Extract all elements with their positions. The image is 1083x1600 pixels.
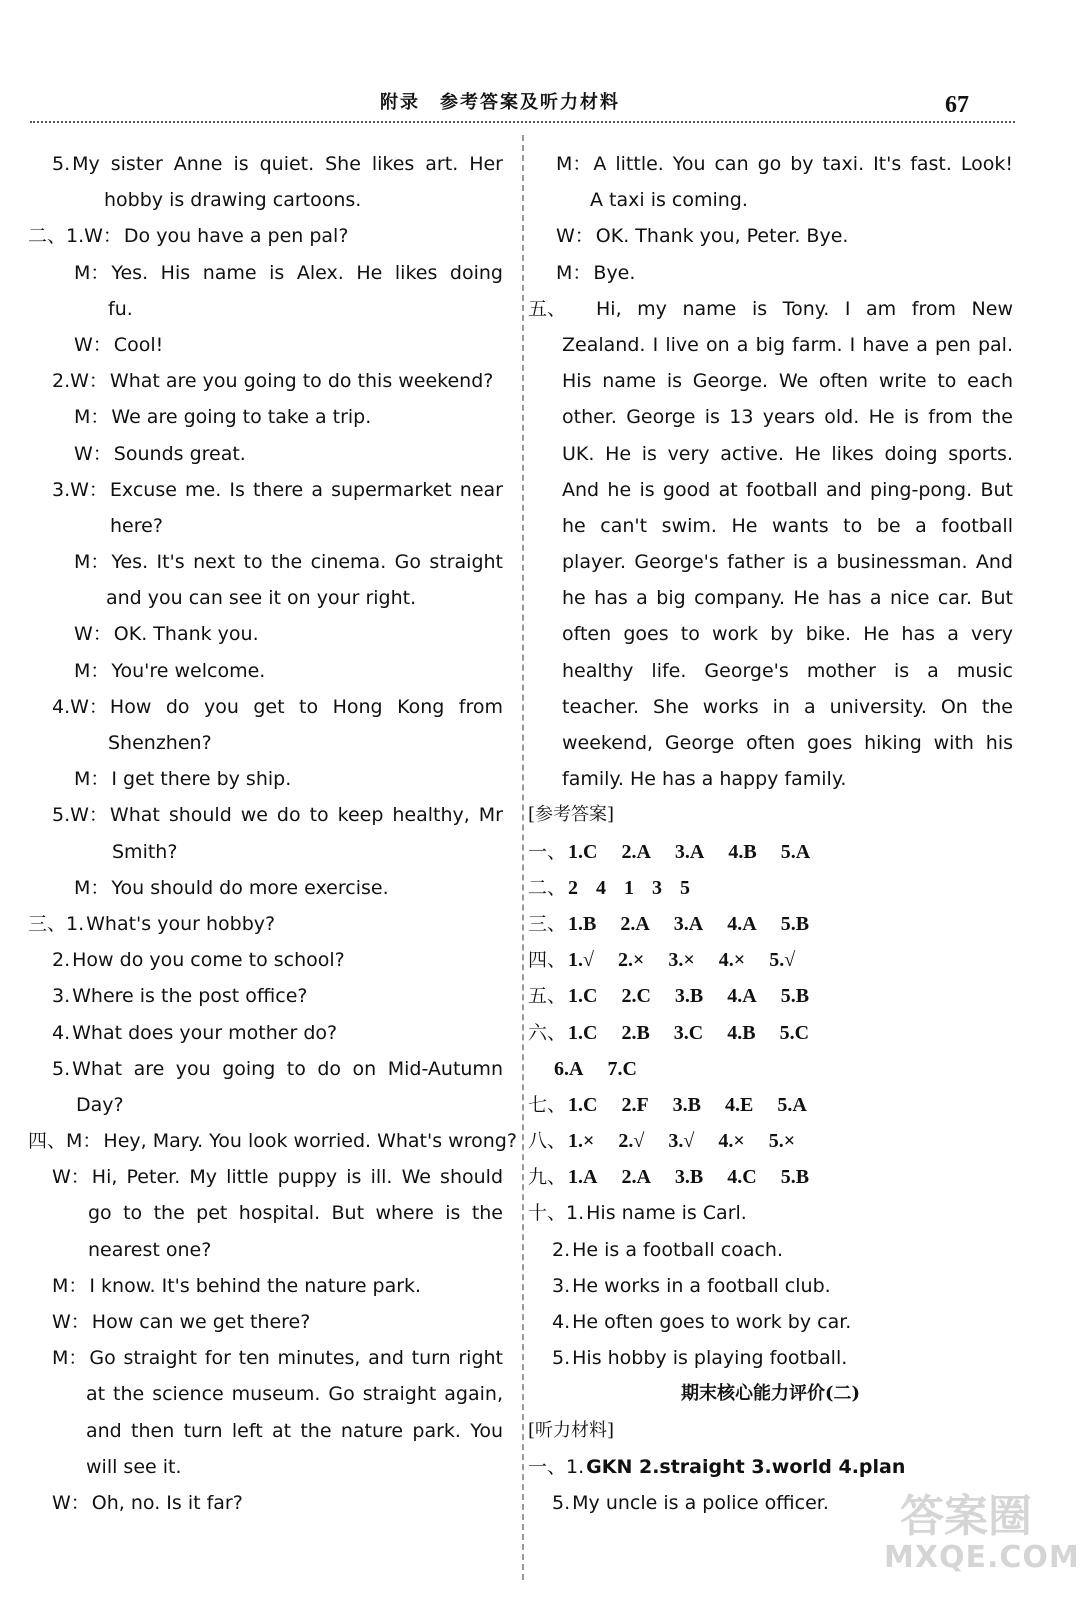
text-line xyxy=(28,1485,503,1521)
text-line xyxy=(28,327,503,363)
line-label: 4. xyxy=(552,1311,571,1333)
answer-row xyxy=(528,870,1013,906)
answer-item: 5.A xyxy=(777,1093,807,1116)
answer-item: 3.C xyxy=(673,1021,704,1044)
text-line xyxy=(28,363,503,399)
answer-item: 3.B xyxy=(674,1166,704,1189)
section-bracket-label: [听力材料] xyxy=(528,1419,615,1441)
line-label: M： xyxy=(52,1274,88,1297)
line-text: player. George's father is a businessman. And xyxy=(562,551,1013,574)
line-text: Smith? xyxy=(112,840,178,863)
text-line xyxy=(28,761,503,797)
line-text: Where is the post office? xyxy=(72,985,308,1008)
text-line xyxy=(28,1232,503,1268)
line-label: 3.W： xyxy=(52,478,108,501)
answer-row xyxy=(528,1015,1013,1051)
answer-item: 3.A xyxy=(673,912,704,935)
line-label: W： xyxy=(52,1491,90,1514)
text-line xyxy=(28,508,503,544)
line-text: What are you going to do this weekend? xyxy=(109,370,494,393)
answer-item: 4 xyxy=(596,876,606,899)
answer-row-label: 六、 xyxy=(528,1021,567,1044)
answer-item: 1.C xyxy=(568,985,598,1008)
text-line xyxy=(528,255,1013,291)
line-text: GKN 2.straight 3.world 4.plan xyxy=(586,1455,906,1478)
page-header xyxy=(0,0,1083,125)
answer-item: 5.√ xyxy=(769,949,796,972)
answer-row xyxy=(528,906,1013,942)
text-line xyxy=(28,942,503,978)
answer-item: 5 xyxy=(680,876,690,899)
line-text: And he is good at football and ping-pong. But xyxy=(562,478,1013,501)
answer-item: 4.A xyxy=(727,985,757,1008)
line-text: How do you get to Hong Kong from xyxy=(109,695,503,718)
answer-item: 1.C xyxy=(568,1021,598,1044)
answer-item: 2.× xyxy=(617,949,645,972)
line-label: M： xyxy=(74,406,110,429)
text-line xyxy=(528,544,1013,580)
answer-item: 3.B xyxy=(672,1093,702,1116)
text-line xyxy=(28,906,503,942)
line-text: fu. xyxy=(108,297,133,320)
line-text: His hobby is playing football. xyxy=(572,1347,848,1370)
line-label: 三、1. xyxy=(28,912,85,935)
line-text: Cool! xyxy=(113,333,164,356)
line-label: 4.W： xyxy=(52,695,108,718)
answer-row-label: 一、 xyxy=(528,840,567,863)
answer-row xyxy=(528,834,1013,870)
text-line xyxy=(28,1304,503,1340)
column-divider xyxy=(522,135,524,1580)
section-bracket-label: [参考答案] xyxy=(528,804,615,826)
line-label: 二、1.W： xyxy=(28,225,122,248)
line-label: 4. xyxy=(52,1021,71,1044)
text-line xyxy=(28,797,503,833)
left-column xyxy=(28,146,517,1521)
text-line xyxy=(28,472,503,508)
text-line xyxy=(28,1015,503,1051)
line-text: he has a big company. He has a nice car. But xyxy=(562,587,1013,610)
answer-item: 2 xyxy=(568,876,578,899)
answer-item: 4.A xyxy=(727,912,757,935)
line-text: will see it. xyxy=(86,1455,182,1478)
right-column xyxy=(528,146,1013,1521)
answer-item: 2.F xyxy=(621,1093,649,1116)
line-text: My sister Anne is quiet. She likes art. Her xyxy=(72,153,503,175)
answer-item: 5.B xyxy=(780,912,810,935)
answer-item: 3.√ xyxy=(668,1130,695,1153)
line-text: How do you come to school? xyxy=(72,949,345,972)
text-line xyxy=(28,1123,517,1159)
line-text: What does your mother do? xyxy=(72,1021,338,1044)
line-label: W： xyxy=(556,225,594,248)
line-text: often goes to work by bike. He has a very xyxy=(562,623,1013,646)
line-label: 5. xyxy=(552,1491,571,1514)
answer-item: 1.C xyxy=(568,840,598,863)
text-line xyxy=(28,1449,503,1485)
text-line xyxy=(28,1195,503,1231)
line-text: here? xyxy=(110,514,163,537)
answer-item: 1.A xyxy=(568,1166,598,1189)
line-text: Day? xyxy=(76,1093,124,1116)
text-line xyxy=(28,1268,503,1304)
answer-item: 4.× xyxy=(718,949,746,972)
line-text: hobby is drawing cartoons. xyxy=(104,189,362,212)
watermark-url: MXQE.COM xyxy=(884,1540,1080,1575)
line-label: 四、M： xyxy=(28,1130,102,1153)
answer-row-label: 七、 xyxy=(528,1093,567,1116)
text-line xyxy=(28,870,503,906)
line-label: W： xyxy=(74,623,112,646)
line-label: 5.W： xyxy=(52,804,108,827)
line-text: His name is George. We often write to each xyxy=(562,370,1013,393)
answer-item: 6.A xyxy=(554,1057,584,1080)
header-title: 附录 参考答案及听力材料 xyxy=(380,92,620,113)
text-line xyxy=(528,725,1013,761)
line-label: M： xyxy=(556,153,592,175)
line-text: family. He has a happy family. xyxy=(562,768,847,791)
text-line xyxy=(28,978,503,1014)
answer-item: 2.C xyxy=(621,985,651,1008)
line-text: Do you have a pen pal? xyxy=(123,225,349,248)
text-line xyxy=(28,689,503,725)
page-number: 67 xyxy=(945,92,969,118)
answer-item: 1.B xyxy=(568,912,597,935)
line-label: M： xyxy=(74,551,110,574)
text-line xyxy=(528,218,1013,254)
answer-item: 4.C xyxy=(727,1166,757,1189)
line-text: I know. It's behind the nature park. xyxy=(89,1274,422,1297)
text-line xyxy=(28,436,503,472)
text-line xyxy=(528,363,1013,399)
line-label: 3. xyxy=(52,985,71,1008)
answer-item: 2.√ xyxy=(618,1130,645,1153)
line-text: he can't swim. He wants to be a football xyxy=(562,514,1013,537)
text-line xyxy=(528,1304,1013,1340)
answer-item: 5.B xyxy=(780,1166,810,1189)
answer-item: 2.A xyxy=(621,840,651,863)
answer-item: 4.E xyxy=(725,1093,754,1116)
text-line xyxy=(528,580,1013,616)
text-line xyxy=(528,182,1013,218)
answer-row-label: 四、 xyxy=(528,949,567,972)
answer-item: 5.A xyxy=(780,840,811,863)
line-text: Go straight for ten minutes, and turn right xyxy=(89,1347,503,1370)
line-text: Yes. His name is Alex. He likes doing xyxy=(111,261,503,284)
answer-row xyxy=(528,1051,1013,1087)
line-text: I get there by ship. xyxy=(111,768,292,791)
line-text: Hi, Peter. My little puppy is ill. We should xyxy=(91,1166,503,1189)
line-text: His name is Carl. xyxy=(586,1202,747,1225)
text-line xyxy=(528,327,1013,363)
line-text: You should do more exercise. xyxy=(111,876,389,899)
line-label: 5. xyxy=(52,1057,71,1080)
line-text: A taxi is coming. xyxy=(590,189,748,212)
line-label: 2. xyxy=(552,1238,571,1261)
text-line xyxy=(28,291,503,327)
line-text: teacher. She works in a university. On the xyxy=(562,695,1013,718)
line-text: A little. You can go by taxi. It's fast. Look! xyxy=(593,153,1013,175)
answer-row xyxy=(528,978,1013,1014)
line-text: What are you going to do on Mid-Autumn xyxy=(72,1057,503,1080)
line-text: Oh, no. Is it far? xyxy=(91,1491,243,1514)
answer-item: 5.C xyxy=(779,1021,810,1044)
answer-item: 4.B xyxy=(728,840,757,863)
line-text: Excuse me. Is there a supermarket near xyxy=(109,478,503,501)
answer-item: 3 xyxy=(652,876,662,899)
header-divider xyxy=(30,121,1015,123)
watermark-text: 答案圈 xyxy=(900,1491,1032,1542)
line-label: M： xyxy=(74,659,110,682)
text-line xyxy=(528,291,1013,327)
text-line xyxy=(28,834,503,870)
text-line xyxy=(28,725,503,761)
answer-item: 3.A xyxy=(674,840,705,863)
line-text: go to the pet hospital. But where is the xyxy=(88,1202,503,1225)
answer-item: 1.√ xyxy=(568,949,594,972)
text-line xyxy=(528,653,1013,689)
text-line xyxy=(28,146,503,182)
text-line xyxy=(528,689,1013,725)
answer-item: 5.× xyxy=(768,1130,796,1153)
answer-item: 7.C xyxy=(607,1057,637,1080)
text-line xyxy=(28,1051,503,1087)
section-title: 期末核心能力评价(二) xyxy=(680,1383,861,1405)
line-text: UK. He is very active. He likes doing sports. xyxy=(562,442,1013,465)
line-label: W： xyxy=(52,1311,90,1333)
line-text: Hi, my name is Tony. I am from New xyxy=(596,297,1013,320)
answer-item: 1 xyxy=(624,876,634,899)
line-text: healthy life. George's mother is a music xyxy=(562,659,1013,682)
text-line xyxy=(28,1340,503,1376)
answer-row-label: 五、 xyxy=(528,985,567,1008)
answer-row xyxy=(528,1087,1013,1123)
text-line xyxy=(28,616,503,652)
answer-item: 2.A xyxy=(620,912,650,935)
text-line xyxy=(28,182,503,218)
answer-item: 2.B xyxy=(621,1021,650,1044)
text-line xyxy=(28,544,503,580)
answer-item: 4.× xyxy=(718,1130,745,1153)
answer-row xyxy=(528,1123,1013,1159)
answer-row-label: 九、 xyxy=(528,1166,567,1189)
answer-row-label: 八、 xyxy=(528,1130,567,1153)
text-line xyxy=(528,472,1013,508)
line-label: M： xyxy=(52,1347,88,1370)
text-line xyxy=(28,653,503,689)
answer-item: 3.B xyxy=(674,985,704,1008)
watermark-logo xyxy=(870,1478,1080,1588)
answer-item: 1.C xyxy=(568,1093,598,1116)
line-text: What's your hobby? xyxy=(86,912,276,935)
text-line xyxy=(528,508,1013,544)
line-text: at the science museum. Go straight again, xyxy=(86,1383,503,1406)
line-text: other. George is 13 years old. He is from the xyxy=(562,406,1013,429)
line-label: 五、 xyxy=(528,297,567,320)
line-label: W： xyxy=(52,1166,90,1189)
line-text: OK. Thank you. xyxy=(113,623,259,646)
line-label: 5. xyxy=(52,153,71,175)
text-line xyxy=(28,399,503,435)
answer-item: 1.× xyxy=(568,1130,595,1153)
text-line xyxy=(28,580,503,616)
line-label: M： xyxy=(74,876,110,899)
text-line xyxy=(528,1195,1013,1231)
text-line xyxy=(28,1159,503,1195)
answer-item: 3.× xyxy=(668,949,695,972)
text-line xyxy=(28,218,503,254)
line-label: 5. xyxy=(552,1347,571,1370)
line-label: 十、1. xyxy=(528,1202,585,1225)
line-text: He often goes to work by car. xyxy=(572,1311,852,1333)
line-text: He is a football coach. xyxy=(572,1238,783,1261)
text-line xyxy=(528,436,1013,472)
line-text: Yes. It's next to the cinema. Go straight xyxy=(111,551,503,574)
line-text: nearest one? xyxy=(88,1238,212,1261)
line-text: You're welcome. xyxy=(111,659,266,682)
line-text: OK. Thank you, Peter. Bye. xyxy=(595,225,849,248)
line-label: 2.W： xyxy=(52,370,108,393)
text-line xyxy=(528,399,1013,435)
answer-row-label: 三、 xyxy=(528,912,567,935)
line-text: weekend, George often goes hiking with his xyxy=(562,732,1013,754)
text-line xyxy=(28,255,503,291)
answer-row-label: 二、 xyxy=(528,876,567,899)
text-line xyxy=(528,1268,1013,1304)
line-text: My uncle is a police officer. xyxy=(572,1491,829,1514)
line-label: 3. xyxy=(552,1274,571,1297)
line-label: M： xyxy=(556,261,592,284)
text-line xyxy=(528,146,1013,182)
answer-row xyxy=(528,1159,1013,1195)
line-text: Sounds great. xyxy=(113,442,246,465)
text-line xyxy=(528,1340,1013,1376)
line-text: What should we do to keep healthy, Mr xyxy=(109,804,503,827)
text-line xyxy=(28,1413,503,1449)
answer-item: 4.B xyxy=(727,1021,756,1044)
line-text: How can we get there? xyxy=(91,1311,311,1333)
line-label: 2. xyxy=(52,949,71,972)
text-line xyxy=(28,1087,503,1123)
line-text: Hey, Mary. You look worried. What's wrong? xyxy=(103,1130,517,1153)
line-text: and then turn left at the nature park. You xyxy=(86,1419,503,1442)
text-line xyxy=(28,1376,503,1412)
line-label: W： xyxy=(74,442,112,465)
text-line xyxy=(528,1232,1013,1268)
answer-row xyxy=(528,942,1013,978)
answer-item: 2.A xyxy=(621,1166,651,1189)
line-text: Bye. xyxy=(593,261,636,284)
line-text: Shenzhen? xyxy=(108,732,212,754)
line-text: Zealand. I live on a big farm. I have a pen pal. xyxy=(562,333,1013,356)
line-label: M： xyxy=(74,768,110,791)
line-text: We are going to take a trip. xyxy=(111,406,372,429)
line-label: 一、1. xyxy=(528,1455,585,1478)
line-text: He works in a football club. xyxy=(572,1274,831,1297)
line-label: W： xyxy=(74,333,112,356)
answer-item: 5.B xyxy=(780,985,810,1008)
line-label: M： xyxy=(74,261,110,284)
text-line xyxy=(528,616,1013,652)
text-line xyxy=(528,761,1013,797)
line-text: and you can see it on your right. xyxy=(106,587,417,610)
